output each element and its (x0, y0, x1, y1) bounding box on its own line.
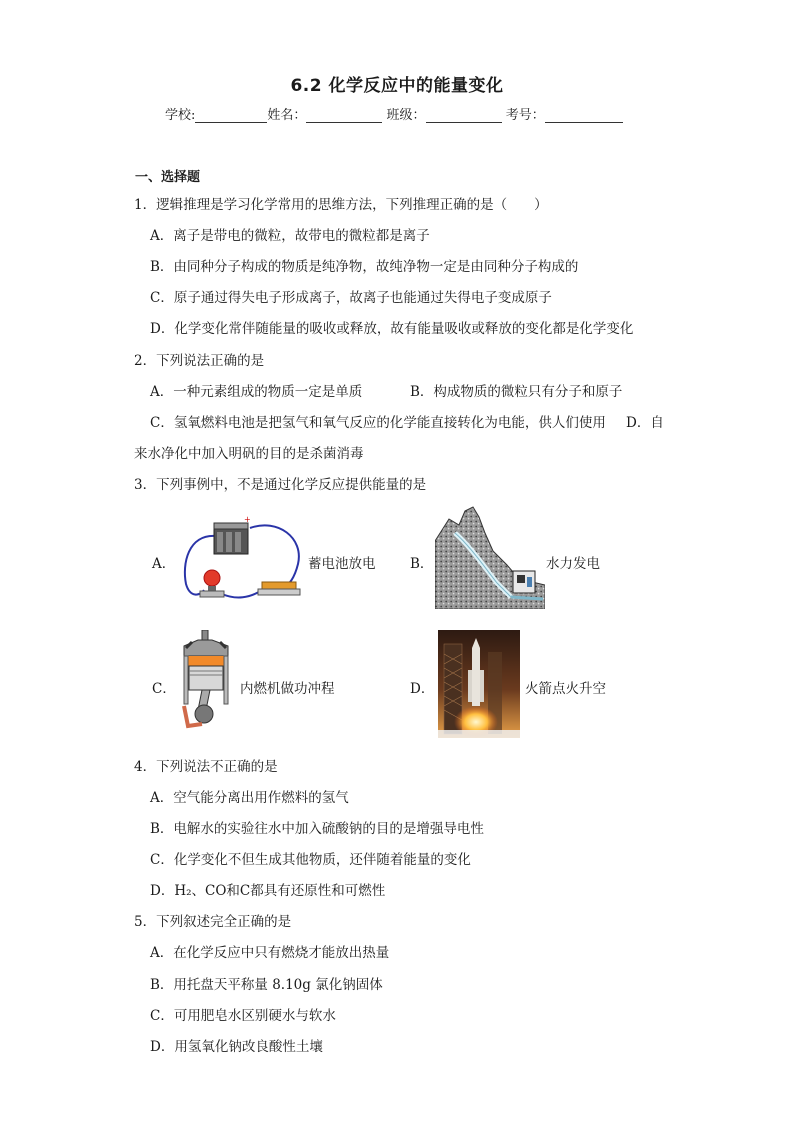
q2-option-a[interactable]: A．一种元素组成的物质一定是单质 (150, 384, 363, 400)
school-label: 学校: (165, 108, 196, 123)
svg-text:+: + (244, 515, 251, 524)
class-label: 班级： (386, 108, 426, 123)
question-3-stem: 3．下列事例中，不是通过化学反应提供能量的是 (134, 477, 427, 493)
q3-option-b-letter[interactable]: B． (410, 556, 434, 572)
q5-option-d[interactable]: D．用氢氧化钠改良酸性土壤 (150, 1039, 323, 1055)
q3-option-c-caption: 内燃机做功冲程 (240, 681, 335, 697)
school-blank[interactable] (195, 108, 267, 123)
rocket-launch-figure (438, 630, 520, 738)
class-blank[interactable] (426, 108, 502, 123)
q5-option-a[interactable]: A．在化学反应中只有燃烧才能放出热量 (150, 945, 390, 961)
battery-circuit-figure (178, 514, 306, 604)
section-title: 一、选择题 (135, 170, 201, 185)
q3-option-c-letter[interactable]: C． (152, 681, 176, 697)
question-2-stem: 2．下列说法正确的是 (134, 353, 265, 369)
q1-option-b[interactable]: B．由同种分子构成的物质是纯净物，故纯净物一定是由同种分子构成的 (150, 259, 579, 275)
q3-option-d-caption: 火箭点火升空 (525, 681, 606, 697)
page-title: 6.2 化学反应中的能量变化 (290, 76, 504, 96)
q1-option-d[interactable]: D．化学变化常伴随能量的吸收或释放，故有能量吸收或释放的变化都是化学变化 (150, 321, 634, 337)
name-label: 姓名： (267, 108, 307, 123)
q3-option-a-caption: 蓄电池放电 (308, 556, 376, 572)
name-blank[interactable] (306, 108, 382, 123)
q5-option-c[interactable]: C．可用肥皂水区别硬水与软水 (150, 1008, 336, 1024)
q5-option-b[interactable]: B．用托盘天平称量 8.10g 氯化钠固体 (150, 977, 383, 993)
q2-option-c[interactable]: C．氢氧燃料电池是把氢气和氧气反应的化学能直接转化为电能，供人们使用 (150, 415, 606, 431)
q4-option-c[interactable]: C．化学变化不但生成其他物质，还伴随着能量的变化 (150, 852, 471, 868)
engine-piston-figure (178, 630, 236, 730)
number-label: 考号： (505, 108, 545, 123)
q2-option-d-continued: 来水净化中加入明矾的目的是杀菌消毒 (134, 446, 364, 462)
q4-option-a[interactable]: A．空气能分离出用作燃料的氢气 (150, 790, 349, 806)
q1-option-a[interactable]: A．离子是带电的微粒，故带电的微粒都是离子 (150, 228, 430, 244)
q2-option-d[interactable]: D．自 (626, 415, 664, 431)
number-blank[interactable] (545, 108, 623, 123)
q2-option-b[interactable]: B．构成物质的微粒只有分子和原子 (410, 384, 623, 400)
q3-option-b-caption: 水力发电 (546, 556, 600, 572)
q4-option-b[interactable]: B．电解水的实验往水中加入硫酸钠的目的是增强导电性 (150, 821, 484, 837)
q4-option-d[interactable]: D．H₂、CO和C都具有还原性和可燃性 (150, 883, 386, 899)
q3-option-d-letter[interactable]: D． (410, 681, 435, 697)
question-1-stem: 1．逻辑推理是学习化学常用的思维方法，下列推理正确的是（ ） (134, 197, 548, 213)
student-info-line (165, 104, 623, 123)
question-4-stem: 4．下列说法不正确的是 (134, 759, 278, 775)
q1-option-c[interactable]: C．原子通过得失电子形成离子，故离子也能通过失得电子变成原子 (150, 290, 552, 306)
question-5-stem: 5．下列叙述完全正确的是 (134, 914, 292, 930)
hydropower-figure (435, 505, 545, 609)
q3-option-a-letter[interactable]: A． (152, 556, 176, 572)
